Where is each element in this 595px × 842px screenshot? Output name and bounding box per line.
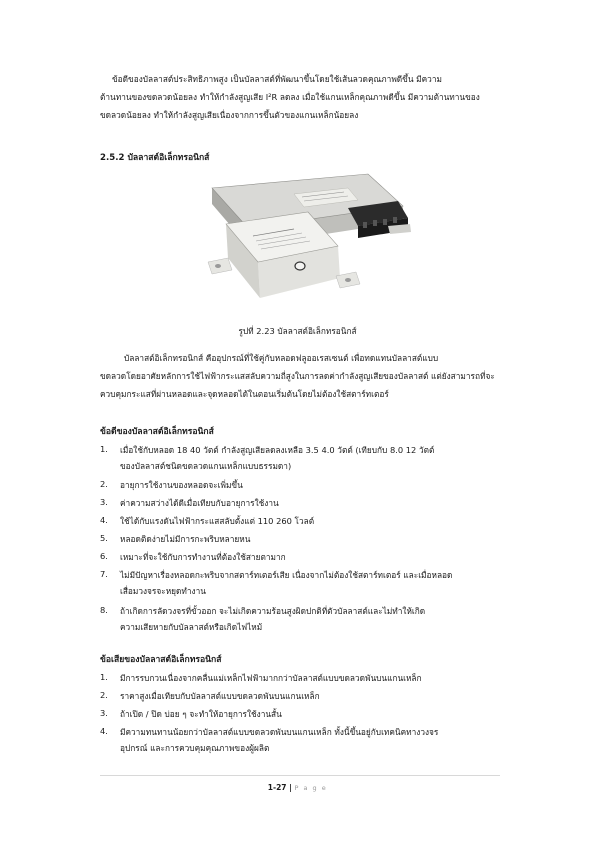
intro-line: ข้อดีของบัลลาสต์ประสิทธิภาพสูง เป็นบัลลาสต์ที่พัฒนาขึ้นโดยใช้เส้นลวดคุณภาพดีขึ้น มีความ xyxy=(112,74,442,84)
list-number: 8. xyxy=(100,605,108,615)
list-number: 5. xyxy=(100,533,108,543)
list-item-continuation: ของบัลลาสต์ชนิดขดลวดแกนเหล็กแบบธรรมดา) xyxy=(120,461,292,471)
page-footer xyxy=(0,783,595,792)
list-number: 1. xyxy=(100,672,108,682)
ballast-photo xyxy=(198,166,412,312)
list-item: ราคาสูงเมื่อเทียบกับบัลลาสต์แบบขดลวดพันบนแกนเหล็ก xyxy=(120,691,320,701)
list-number: 4. xyxy=(100,515,108,525)
list-number: 4. xyxy=(100,726,108,736)
list-item: ไม่มีปัญหาเรื่องหลอดกะพริบจากสตาร์ทเตอร์เสีย เนื่องจากไม่ต้องใช้สตาร์ทเตอร์ และเมื่อหลอด xyxy=(120,570,453,580)
body-line: ขดลวดโดยอาศัยหลักการใช้ไฟฟ้ากระแสสลับความถี่สูงในการลดค่ากำลังสูญเสียของบัลลาสต์ แต่ยังสามารถที่จะ xyxy=(100,371,495,381)
body-line: บัลลาสต์อิเล็กทรอนิกส์ คืออุปกรณ์ที่ใช้คู่กับหลอดฟลูออเรสเซนต์ เพื่อทดแทนบัลลาสต์แบบ xyxy=(124,353,439,363)
intro-line: ต้านทานของขดลวดน้อยลง ทำให้กำลังสูญเสีย I²R ลดลง เมื่อใช้แกนเหล็กคุณภาพดีขึ้น มีความต้านทานของ xyxy=(100,92,480,102)
list-number: 1. xyxy=(100,444,108,454)
footer-divider xyxy=(100,775,500,776)
list-item-continuation: ความเสียหายกับบัลลาสต์หรือเกิดไฟไหม้ xyxy=(120,622,263,632)
list-number: 3. xyxy=(100,497,108,507)
list-number: 7. xyxy=(100,569,108,579)
disadvantages-heading: ข้อเสียของบัลลาสต์อิเล็กทรอนิกส์ xyxy=(100,655,222,665)
page-label: P a g e xyxy=(294,784,328,792)
footer-separator: | xyxy=(286,783,295,792)
section-heading: 2.5.2 บัลลาสต์อิเล็กทรอนิกส์ xyxy=(100,153,210,163)
list-item: ค่าความสว่างได้ดีเมื่อเทียบกับอายุการใช้งาน xyxy=(120,498,279,508)
list-number: 2. xyxy=(100,690,108,700)
list-item: หลอดติดง่ายไม่มีการกะพริบหลายหน xyxy=(120,534,251,544)
intro-line: ขดลวดน้อยลง ทำให้กำลังสูญเสียเนื่องจากการขึ้นตัวของแกนเหล็กน้อยลง xyxy=(100,110,359,120)
list-item-continuation: อุปกรณ์ และการควบคุมคุณภาพของผู้ผลิต xyxy=(120,743,270,753)
body-line: ควบคุมกระแสที่ผ่านหลอดและจุดหลอดได้ในตอนเริ่มต้นโดยไม่ต้องใช้สตาร์ทเตอร์ xyxy=(100,389,389,399)
list-number: 3. xyxy=(100,708,108,718)
list-item: เมื่อใช้กับหลอด 18 40 วัตต์ กำลังสูญเสียลดลงเหลือ 3.5 4.0 วัตต์ (เทียบกับ 8.0 12 วัตต์ xyxy=(120,445,435,455)
list-item-continuation: เสื่อมวงจรจะหยุดทำงาน xyxy=(120,586,206,596)
figure-caption: รูปที่ 2.23 บัลลาสต์อิเล็กทรอนิกส์ xyxy=(238,326,357,336)
list-number: 2. xyxy=(100,479,108,489)
list-item: มีการรบกวนเนื่องจากคลื่นแม่เหล็กไฟฟ้ามากกว่าบัลลาสต์แบบขดลวดพันบนแกนเหล็ก xyxy=(120,673,422,683)
list-item: อายุการใช้งานของหลอดจะเพิ่มขึ้น xyxy=(120,480,243,490)
page-number: 1-27 xyxy=(267,783,287,792)
list-item: ถ้าเปิด / ปิด บ่อย ๆ จะทำให้อายุการใช้งานสั้น xyxy=(120,709,282,719)
list-item: มีความทนทานน้อยกว่าบัลลาสต์แบบขดลวดพันบนแกนเหล็ก ทั้งนี้ขึ้นอยู่กับเทคนิคทางวงจร xyxy=(120,727,439,737)
list-number: 6. xyxy=(100,551,108,561)
list-item: ใช้ได้กับแรงดันไฟฟ้ากระแสสลับตั้งแต่ 110 260 โวลต์ xyxy=(120,516,315,526)
advantages-heading: ข้อดีของบัลลาสต์อิเล็กทรอนิกส์ xyxy=(100,427,214,437)
list-item: เหมาะที่จะใช้กับการทำงานที่ต้องใช้สายตามาก xyxy=(120,552,286,562)
list-item: ถ้าเกิดการลัดวงจรที่ขั้วออก จะไม่เกิดความร้อนสูงผิดปกติที่ตัวบัลลาสต์และไม่ทำให้เกิด xyxy=(120,606,426,616)
